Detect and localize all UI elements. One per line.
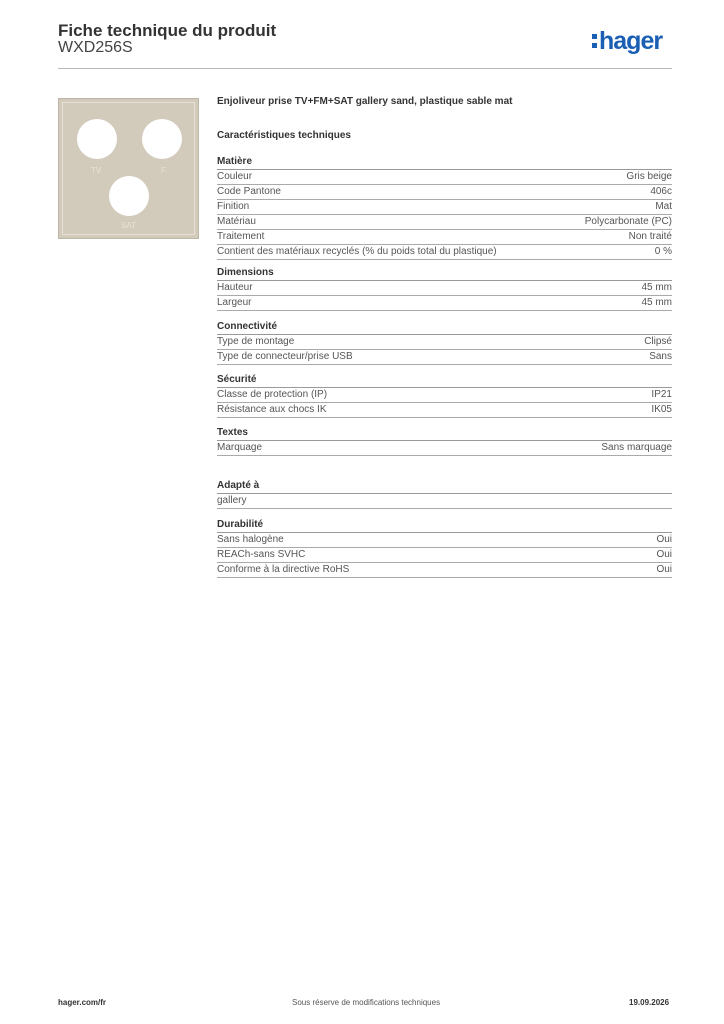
spec-value: 45 mm [641,297,672,308]
spec-row [217,230,672,245]
spec-value: IK05 [651,404,672,415]
spec-row [217,548,672,563]
spec-row [217,200,672,215]
section-title: Dimensions [217,266,672,281]
section-title: Adapté à [217,479,672,494]
section-title: Sécurité [217,373,672,388]
spec-section [217,266,672,311]
spec-value: Sans [649,351,672,362]
spec-row [217,170,672,185]
fm-label: F [161,166,166,175]
section-title: Connectivité [217,320,672,335]
product-code: WXD256S [58,39,133,56]
spec-value: Non traité [628,231,672,242]
spec-label: Hauteur [217,282,253,293]
spec-label: Largeur [217,297,252,308]
spec-label: Finition [217,201,250,212]
spec-value: 0 % [654,246,672,257]
sat-label: SAT [121,221,136,230]
spec-label: Traitement [217,231,265,242]
fm-socket-hole-icon [142,119,182,159]
page-title: Fiche technique du produit [58,21,277,40]
spec-row [217,281,672,296]
tv-socket-hole-icon [77,119,117,159]
spec-value: Sans marquage [601,442,672,453]
tv-label: TV [91,166,102,175]
spec-row [217,245,672,260]
spec-section [217,320,672,365]
spec-value: Oui [656,534,672,545]
footer-notice: Sous réserve de modifications techniques [292,998,441,1007]
spec-label: Marquage [217,442,263,453]
sat-socket-hole-icon [109,176,149,216]
spec-value: Oui [656,564,672,575]
spec-row [217,403,672,418]
spec-section [217,479,672,509]
product-description: Enjoliveur prise TV+FM+SAT gallery sand, plastique sable mat [217,96,513,107]
spec-label: Couleur [217,171,253,182]
spec-section [217,518,672,578]
spec-label: Contient des matériaux recyclés (% du poids total du plastique) [217,246,497,257]
spec-row [217,533,672,548]
spec-row [217,296,672,311]
spec-label: Code Pantone [217,186,281,197]
spec-row [217,388,672,403]
spec-row [217,350,672,365]
spec-value: Mat [655,201,672,212]
logo-text: hager [599,27,663,55]
spec-label: REACh-sans SVHC [217,549,306,560]
spec-label: gallery [217,495,247,506]
spec-label: Sans halogène [217,534,284,545]
spec-label: Type de montage [217,336,295,347]
spec-section [217,426,672,456]
spec-row [217,185,672,200]
characteristics-title: Caractéristiques techniques [217,130,351,141]
spec-label: Classe de protection (IP) [217,389,328,400]
spec-row [217,335,672,350]
spec-value: IP21 [651,389,672,400]
section-title: Matière [217,155,672,170]
spec-value: Polycarbonate (PC) [584,216,672,227]
spec-label: Résistance aux chocs IK [217,404,327,415]
spec-section [217,155,672,260]
spec-row [217,215,672,230]
hager-logo [592,27,662,56]
spec-value: Oui [656,549,672,560]
spec-value: 406c [650,186,672,197]
spec-value: 45 mm [641,282,672,293]
footer-date: 19.09.2026 [629,998,670,1007]
spec-row [217,563,672,578]
header-divider [58,68,672,69]
spec-section [217,373,672,418]
section-title: Textes [217,426,672,441]
spec-label: Type de connecteur/prise USB [217,351,353,362]
footer-website: hager.com/fr [58,998,107,1007]
spec-label: Conforme à la directive RoHS [217,564,350,575]
spec-row [217,441,672,456]
spec-value: Gris beige [626,171,672,182]
product-image [58,98,199,239]
spec-label: Matériau [217,216,256,227]
spec-row [217,494,672,509]
spec-value: Clipsé [644,336,672,347]
section-title: Durabilité [217,518,672,533]
